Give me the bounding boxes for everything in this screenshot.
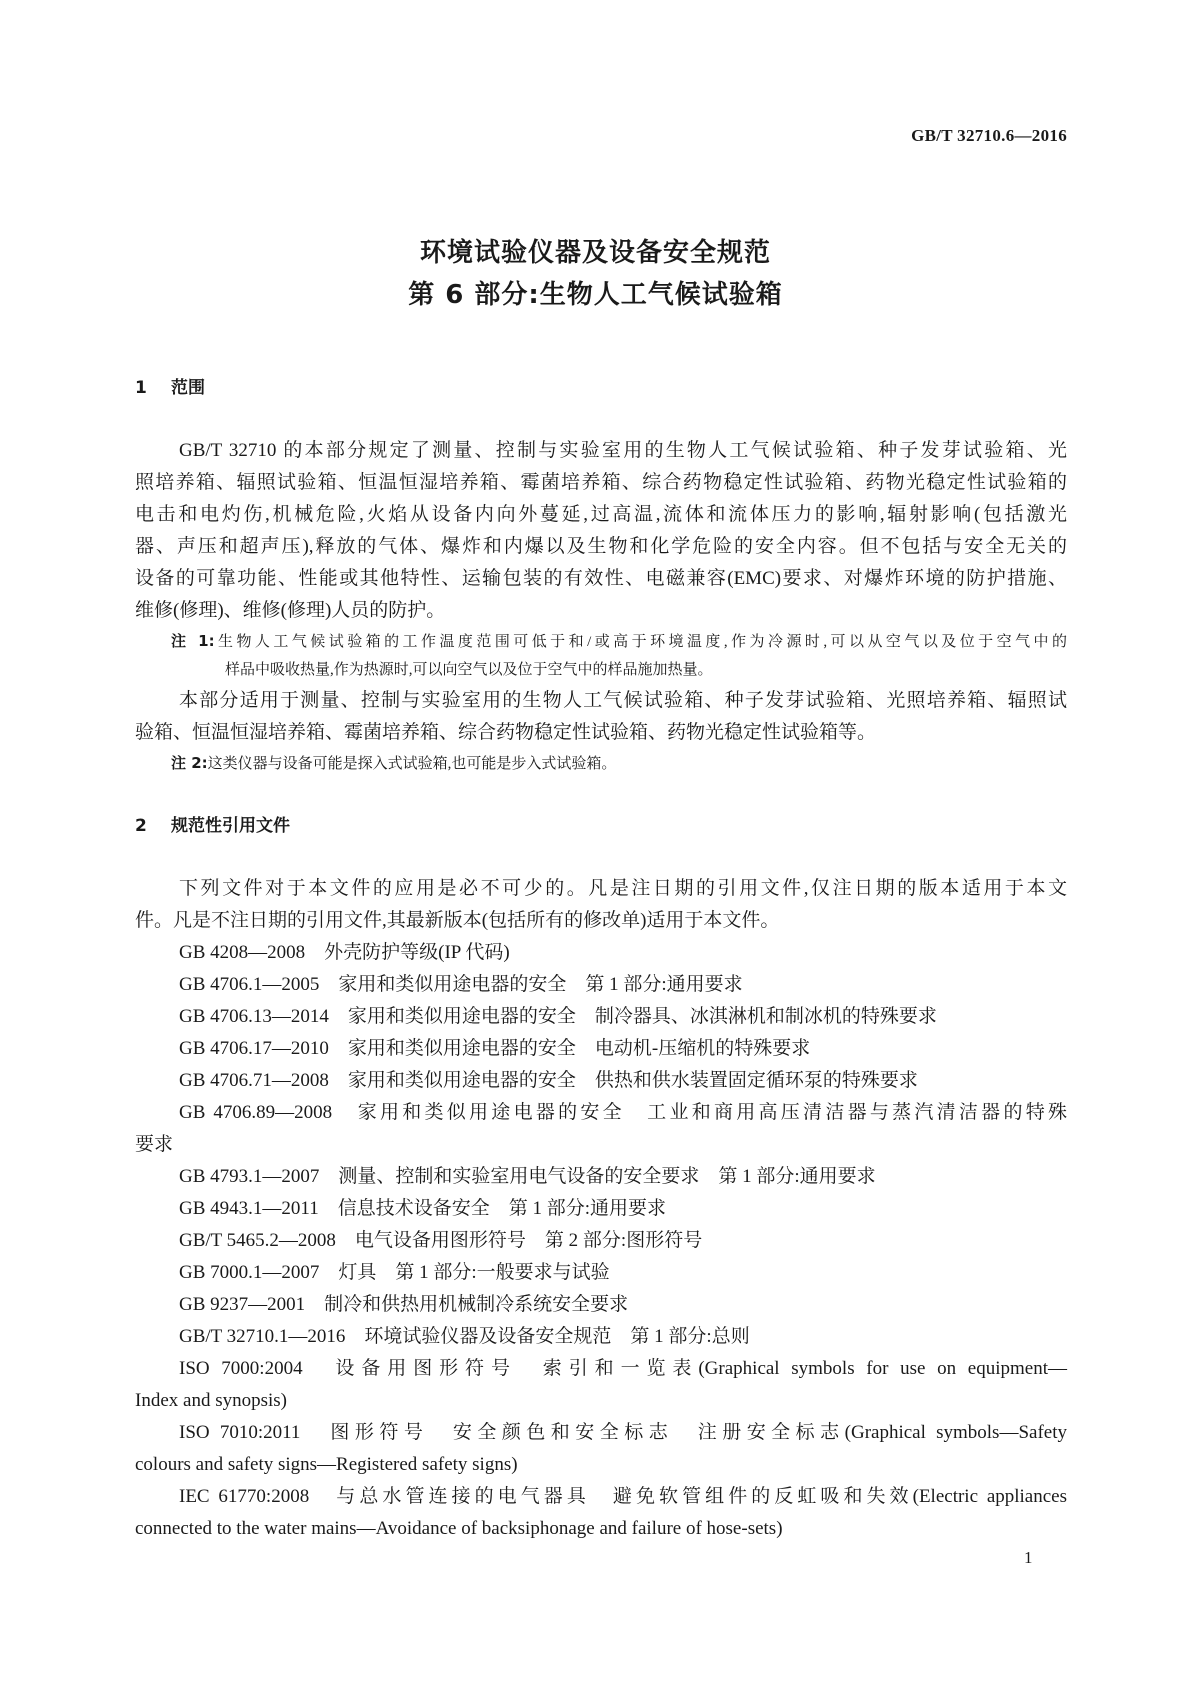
reference-line: Index and synopsis)	[135, 1390, 287, 1411]
note-label: 注 2:	[171, 754, 208, 772]
section-scope	[135, 372, 1067, 778]
section-heading	[135, 810, 1067, 842]
reference-item	[135, 1225, 1067, 1257]
reference-item	[135, 1193, 1067, 1225]
section-title: 规范性引用文件	[171, 816, 290, 836]
note-2	[135, 749, 1067, 778]
title-line-2: 第 6 部分:生物人工气候试验箱	[408, 280, 783, 310]
standard-number: GB/T 32710.6—2016	[911, 126, 1067, 145]
paragraph-line: 照培养箱、辐照试验箱、恒温恒湿培养箱、霉菌培养箱、综合药物稳定性试验箱、药物光稳定性试验箱的	[135, 472, 1067, 493]
reference-line: GB 4706.13—2014 家用和类似用途电器的安全 制冷器具、冰淇淋机和制冰机的特殊要求	[179, 1006, 937, 1027]
note-1	[135, 627, 1067, 685]
reference-item	[135, 1257, 1067, 1289]
paragraph-line: 验箱、恒温恒湿培养箱、霉菌培养箱、综合药物稳定性试验箱、药物光稳定性试验箱等。	[135, 722, 877, 743]
note-text: 这类仪器与设备可能是探入式试验箱,也可能是步入式试验箱。	[207, 756, 617, 772]
reference-item	[135, 1289, 1067, 1321]
paragraph-line: GB/T 32710 的本部分规定了测量、控制与实验室用的生物人工气候试验箱、种子发芽试验箱、光	[179, 440, 1067, 461]
reference-item	[135, 1097, 1067, 1161]
reference-line: ISO 7010:2011 图形符号 安全颜色和安全标志 注册安全标志(Graphical symbols—Safety	[179, 1422, 1067, 1443]
reference-line: GB/T 5465.2—2008 电气设备用图形符号 第 2 部分:图形符号	[179, 1230, 703, 1251]
reference-item	[135, 1065, 1067, 1097]
note-text: 生物人工气候试验箱的工作温度范围可低于和/或高于环境温度,作为冷源时,可以从空气以及位于空气中的	[214, 634, 1067, 650]
reference-line: GB 9237—2001 制冷和供热用机械制冷系统安全要求	[179, 1294, 629, 1315]
reference-line: 要求	[135, 1134, 174, 1155]
reference-line: GB/T 32710.1—2016 环境试验仪器及设备安全规范 第 1 部分:总则	[179, 1326, 750, 1347]
paragraph-line: 本部分适用于测量、控制与实验室用的生物人工气候试验箱、种子发芽试验箱、光照培养箱、辐照试	[179, 690, 1067, 711]
reference-line: GB 4706.89—2008 家用和类似用途电器的安全 工业和商用高压清洁器与蒸汽清洁器的特殊	[179, 1102, 1067, 1123]
paragraph-line: 电击和电灼伤,机械危险,火焰从设备内向外蔓延,过高温,流体和流体压力的影响,辐射影响(包括激光	[135, 504, 1067, 525]
section-number: 1	[135, 378, 147, 398]
paragraph-line: 下列文件对于本文件的应用是必不可少的。凡是注日期的引用文件,仅注日期的版本适用于本文	[179, 878, 1067, 899]
scope-paragraph-1	[135, 435, 1067, 627]
reference-line: IEC 61770:2008 与总水管连接的电气器具 避免软管组件的反虹吸和失效(Electric appliances	[179, 1486, 1067, 1507]
reference-line: GB 4706.1—2005 家用和类似用途电器的安全 第 1 部分:通用要求	[179, 974, 743, 995]
paragraph-line: 器、声压和超声压),释放的气体、爆炸和内爆以及生物和化学危险的安全内容。但不包括与安全无关的	[135, 536, 1067, 557]
note-label: 注 1:	[171, 632, 215, 650]
reference-list	[135, 937, 1067, 1545]
reference-item	[135, 937, 1067, 969]
reference-line: GB 4706.17—2010 家用和类似用途电器的安全 电动机-压缩机的特殊要求	[179, 1038, 811, 1059]
reference-line: colours and safety signs—Registered safety signs)	[135, 1454, 518, 1475]
reference-line: GB 7000.1—2007 灯具 第 1 部分:一般要求与试验	[179, 1262, 610, 1283]
paragraph-line: 件。凡是不注日期的引用文件,其最新版本(包括所有的修改单)适用于本文件。	[135, 910, 780, 931]
reference-item	[135, 1161, 1067, 1193]
reference-line: GB 4943.1—2011 信息技术设备安全 第 1 部分:通用要求	[179, 1198, 666, 1219]
reference-line: GB 4793.1—2007 测量、控制和实验室用电气设备的安全要求 第 1 部分:通用要求	[179, 1166, 876, 1187]
section-title: 范围	[171, 378, 205, 398]
section-heading	[135, 372, 1067, 404]
reference-line: ISO 7000:2004 设备用图形符号 索引和一览表(Graphical symbols for use on equipment—	[179, 1358, 1067, 1379]
reference-item	[135, 1353, 1067, 1417]
reference-line: GB 4706.71—2008 家用和类似用途电器的安全 供热和供水装置固定循环泵的特殊要求	[179, 1070, 918, 1091]
section-number: 2	[135, 816, 147, 836]
title-line-1: 环境试验仪器及设备安全规范	[419, 238, 771, 268]
note-line	[135, 627, 1067, 656]
paragraph-line: 设备的可靠功能、性能或其他特性、运输包装的有效性、电磁兼容(EMC)要求、对爆炸环境的防护措施、	[135, 568, 1067, 589]
reference-line: GB 4208—2008 外壳防护等级(IP 代码)	[179, 942, 510, 963]
paragraph-line: 维修(修理)、维修(修理)人员的防护。	[135, 600, 446, 621]
reference-item	[135, 1033, 1067, 1065]
reference-line: connected to the water mains—Avoidance of backsiphonage and failure of hose-sets)	[135, 1518, 783, 1539]
scope-paragraph-2	[135, 685, 1067, 749]
references-intro	[135, 873, 1067, 937]
note-line: 样品中吸收热量,作为热源时,可以向空气以及位于空气中的样品施加热量。	[225, 662, 713, 678]
document-title	[0, 232, 1191, 316]
reference-item	[135, 969, 1067, 1001]
reference-item	[135, 1481, 1067, 1545]
section-normative-references	[135, 810, 1067, 1545]
page-number: 1	[1024, 1548, 1033, 1567]
reference-item	[135, 1001, 1067, 1033]
reference-item	[135, 1417, 1067, 1481]
reference-item	[135, 1321, 1067, 1353]
